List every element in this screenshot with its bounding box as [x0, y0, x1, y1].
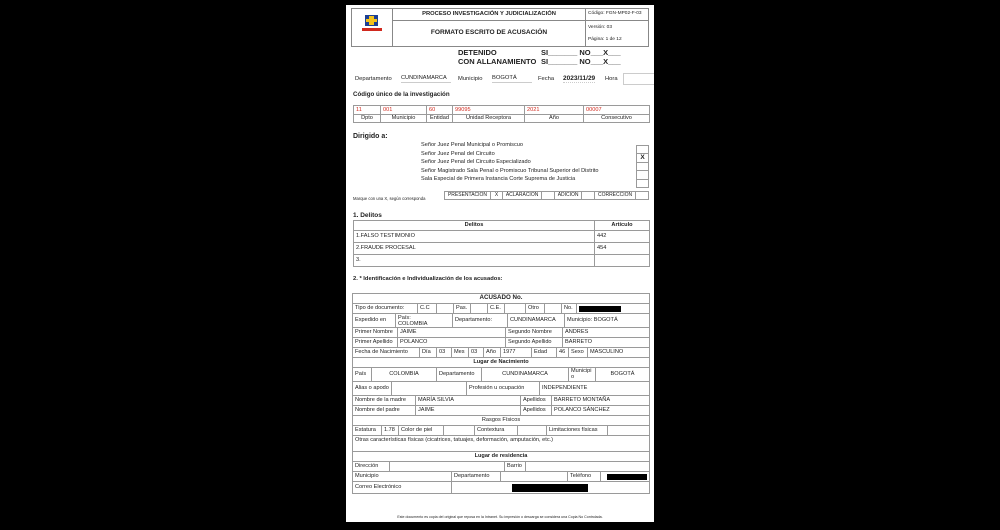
acusados-section-title: 2. * Identificación e Individualización de los acusados: [353, 276, 503, 282]
dirigido-title: Dirigido a: [353, 133, 388, 140]
delito-cell[interactable]: 3. [354, 255, 595, 267]
delitos-section-title: 1. Delitos [353, 212, 382, 219]
form-header [351, 8, 649, 47]
articulo-cell[interactable] [595, 255, 650, 267]
lugar-nac-title: Lugar de Nacimiento [353, 358, 650, 368]
otras-caracteristicas-field[interactable]: Otras características físicas (cicatrices, tatuajes, deformación, amputación, etc.) [353, 436, 650, 452]
telefono-label: Teléfono [568, 472, 601, 482]
rasgos-title: Rasgos Físicos [353, 416, 650, 426]
primer-apellido-value[interactable]: POLANCO [398, 338, 506, 348]
dirigido-checkbox[interactable] [637, 163, 649, 171]
tipo-correccion-label: CORRECCION [595, 192, 636, 200]
articulo-header: Artículo [595, 221, 650, 231]
primer-nombre-value[interactable]: JAIME [398, 328, 506, 338]
limitaciones-value[interactable] [608, 426, 650, 436]
detenido-value: SI_______ NO___X___ [541, 48, 621, 57]
mes-value[interactable]: 03 [469, 348, 484, 358]
padre-label: Nombre del padre [353, 406, 416, 416]
dirigido-checkbox[interactable] [637, 146, 649, 154]
primer-apellido-label: Primer Apellido [353, 338, 398, 348]
codigo-municipio-label: Municipio [381, 115, 427, 123]
color-piel-value[interactable] [444, 426, 475, 436]
acusado-title: ACUSADO No. [353, 294, 650, 304]
codigo-consecutivo-label: Consecutivo [584, 115, 650, 123]
pas-checkbox[interactable] [471, 304, 488, 314]
mes-label: Mes [452, 348, 469, 358]
tipo-presentacion-label: PRESENTACION [445, 192, 491, 200]
no-label: No. [562, 304, 577, 314]
pais-label: País: [398, 314, 411, 321]
detenido-label: DETENIDO [458, 48, 497, 57]
hora-label: Hora [605, 76, 618, 82]
form-title: FORMATO ESCRITO DE ACUSACIÓN [393, 21, 586, 47]
dirigido-option-label: Señor Juez Penal del Circuito [421, 150, 495, 157]
codigo-dpto-label: Dpto [354, 115, 381, 123]
nac-pais-label: País [353, 368, 372, 382]
tipo-correccion-checkbox[interactable] [636, 192, 649, 200]
padres-table [352, 395, 650, 416]
municipio-value[interactable]: Municipio: BOGOTÁ [565, 314, 650, 328]
delitos-table [353, 220, 650, 267]
dirigido-checkbox[interactable]: X [637, 154, 649, 163]
tipo-aclaracion-label: ACLARACION [503, 192, 542, 200]
tipo-table [444, 191, 649, 200]
madre-apellidos-label: Apellidos [521, 396, 552, 406]
estatura-label: Estatura [353, 426, 382, 436]
departamento-field[interactable]: CUNDINAMARCA [401, 75, 451, 83]
allanamiento-value: SI_______ NO___X___ [541, 57, 621, 66]
contacto-table [352, 471, 650, 494]
dirigido-option-label: Señor Magistrado Sala Penal o Promiscuo Tribunal Superior del Distrito [421, 167, 599, 174]
otro-checkbox[interactable] [545, 304, 562, 314]
nac-pais-value[interactable]: COLOMBIA [372, 368, 437, 382]
segundo-nombre-value[interactable]: ANDRES [563, 328, 650, 338]
departamento-label: Departamento [355, 76, 392, 82]
codigo-anio-value[interactable]: 2021 [525, 106, 584, 115]
madre-label: Nombre de la madre [353, 396, 416, 406]
hora-field[interactable] [623, 73, 654, 85]
barrio-label: Barrio [505, 462, 526, 472]
version-page-cell [586, 21, 649, 47]
nac-mun-label: Municipio [569, 368, 596, 382]
allanamiento-label: CON ALLANAMIENTO [458, 57, 537, 66]
res-depto-label: Departamento [452, 472, 501, 482]
barrio-value[interactable] [526, 462, 650, 472]
sexo-value[interactable]: MASCULINO [588, 348, 650, 358]
alias-label: Alias o apodo [353, 382, 392, 396]
codigo-unico-title: Código único de la investigación [353, 91, 450, 98]
nac-depto-value[interactable]: CUNDINAMARCA [482, 368, 569, 382]
edad-value[interactable]: 46 [557, 348, 569, 358]
tipo-adicion-label: ADICION [555, 192, 582, 200]
madre-value[interactable]: MARÍA SILVIA [416, 396, 521, 406]
cc-checkbox[interactable] [437, 304, 454, 314]
codigo-unico-table [353, 105, 650, 123]
nombres-table [352, 327, 650, 348]
sexo-label: Sexo [569, 348, 588, 358]
footer-note: Este documento es copia del original que reposa en la Intranet. Su impresión o descarga se considera una Copia No Controlada. [397, 515, 603, 519]
direccion-label: Dirección [353, 462, 390, 472]
form-page: Página: 1 de 12 [588, 36, 622, 42]
dia-label: Día [420, 348, 437, 358]
departamento-label: Departamento: [453, 314, 508, 328]
expedido-label: Expedido en [353, 314, 396, 328]
redacted-block [607, 474, 647, 480]
telefono-value[interactable] [601, 472, 650, 482]
document-number-field[interactable] [577, 304, 650, 314]
estatura-value[interactable]: 1.78 [382, 426, 399, 436]
nac-depto-label: Departamento [437, 368, 482, 382]
correo-value[interactable] [452, 482, 650, 494]
contextura-value[interactable] [518, 426, 547, 436]
primer-nombre-label: Primer Nombre [353, 328, 398, 338]
articulo-cell[interactable]: 442 [595, 231, 650, 243]
padre-apellidos-label: Apellidos [521, 406, 552, 416]
tipo-presentacion-checkbox[interactable]: X [491, 192, 503, 200]
otras-caracteristicas-table [352, 435, 650, 462]
color-piel-label: Color de piel [399, 426, 444, 436]
dirigido-checkbox[interactable] [637, 180, 649, 188]
codigo-unidad-label: Unidad Receptora [453, 115, 525, 123]
res-depto-value[interactable] [501, 472, 568, 482]
residencia-title: Lugar de residencia [353, 452, 650, 462]
padre-apellidos-value[interactable]: POLANCO SÁNCHEZ [552, 406, 650, 416]
segundo-nombre-label: Segundo Nombre [506, 328, 563, 338]
redacted-block [579, 306, 621, 312]
padre-value[interactable]: JAIME [416, 406, 521, 416]
ce-label: C.E. [488, 304, 505, 314]
pais-value: COLOMBIA [398, 320, 428, 327]
pas-label: Pas. [454, 304, 471, 314]
dirigido-option-label: Señor Juez Penal del Circuito Especializado [421, 159, 531, 165]
tipo-aclaracion-checkbox[interactable] [542, 192, 555, 200]
dia-value[interactable]: 03 [437, 348, 452, 358]
dirigido-option-label: Sala Especial de Primera Instancia Corte Suprema de Justicia [421, 176, 576, 182]
acusado-form [352, 293, 650, 494]
departamento-value[interactable]: CUNDINAMARCA [508, 314, 565, 328]
codigo-consecutivo-value[interactable]: 00007 [584, 106, 650, 115]
edad-label: Edad [532, 348, 557, 358]
municipio-label: Municipio [458, 76, 483, 82]
ce-checkbox[interactable] [505, 304, 526, 314]
anio-value[interactable]: 1977 [501, 348, 532, 358]
municipio-field[interactable]: BOGOTÁ [492, 75, 532, 83]
alias-row [352, 381, 650, 396]
codigo-entidad-value[interactable]: 60 [427, 106, 453, 115]
otro-label: Otro [526, 304, 545, 314]
codigo-dpto-value[interactable]: 11 [354, 106, 381, 115]
process-title: PROCESO INVESTIGACIÓN Y JUDICIALIZACIÓN [393, 9, 586, 21]
delitos-header: Delitos [354, 221, 595, 231]
tipo-adicion-checkbox[interactable] [582, 192, 595, 200]
codigo-anio-label: Año [525, 115, 584, 123]
expedido-pais-field[interactable] [396, 314, 453, 328]
segundo-apellido-value[interactable]: BARRETO [563, 338, 650, 348]
dirigido-options [421, 141, 599, 184]
dirigido-checkbox[interactable] [637, 171, 649, 180]
articulo-cell[interactable]: 454 [595, 243, 650, 255]
segundo-apellido-label: Segundo Apellido [506, 338, 563, 348]
dirigido-checkboxes [636, 145, 649, 188]
fecha-nac-label: Fecha de Nacimiento [353, 348, 420, 358]
fecha-field[interactable]: 2023/11/29 [563, 75, 596, 82]
codigo-municipio-value[interactable]: 001 [381, 106, 427, 115]
anio-label: Año [484, 348, 501, 358]
codigo-unidad-value[interactable]: 99095 [453, 106, 525, 115]
profesion-label: Profesión u ocupación [467, 382, 540, 396]
profesion-value[interactable]: INDEPENDIENTE [540, 382, 650, 396]
contextura-label: Contextura [475, 426, 518, 436]
lugar-nacimiento-row [352, 367, 650, 382]
madre-apellidos-value[interactable]: BARRETO MONTAÑA [552, 396, 650, 406]
fiscalia-logo-icon [361, 14, 383, 36]
alias-value[interactable] [392, 382, 467, 396]
logo-cell [352, 9, 393, 47]
fecha-label: Fecha [538, 76, 555, 82]
dirigido-option-label: Señor Juez Penal Municipal o Promiscuo [421, 142, 523, 148]
document-page [346, 5, 654, 522]
correo-label: Correo Electrónico [353, 482, 452, 494]
tipo-doc-label: Tipo de documento: [353, 304, 418, 314]
form-version: Versión: 03 [588, 24, 613, 30]
redacted-block [512, 484, 588, 492]
tipo-instruction: Marque con una X, según corresponda [353, 196, 426, 201]
direccion-value[interactable] [390, 462, 505, 472]
expedido-row [352, 313, 650, 328]
codigo-entidad-label: Entidad [427, 115, 453, 123]
res-municipio-label: Municipio [353, 472, 452, 482]
cc-label: C.C [418, 304, 437, 314]
form-code: Código: FGN-MP02-F-03 [586, 9, 649, 21]
delito-cell[interactable]: 2.FRAUDE PROCESAL [354, 243, 595, 255]
limitaciones-label: Limitaciones físicas [547, 426, 608, 436]
delito-cell[interactable]: 1.FALSO TESTIMONIO [354, 231, 595, 243]
nac-mun-value[interactable]: BOGOTÁ [596, 368, 650, 382]
